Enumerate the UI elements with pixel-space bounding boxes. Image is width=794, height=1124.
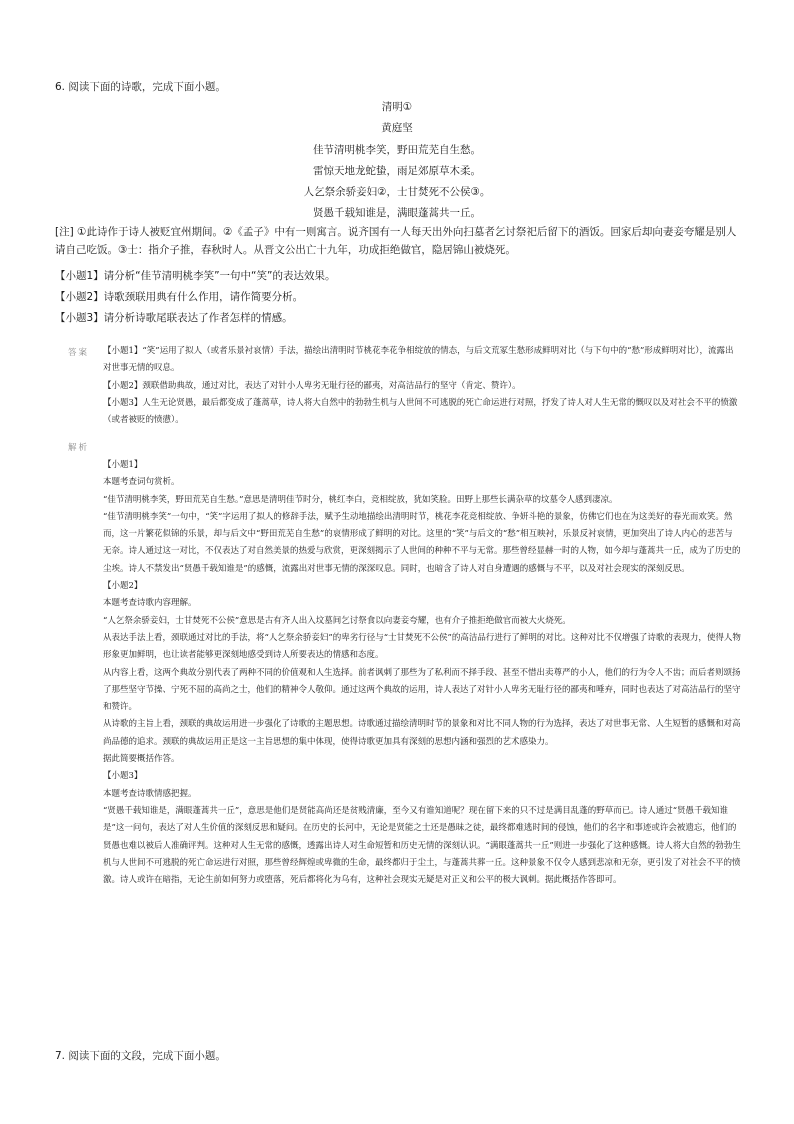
sub-question-2: 【小题2】诗歌颈联用典有什么作用，请作简要分析。	[55, 291, 304, 303]
question-7-title: 7. 阅读下面的文段，完成下面小题。	[55, 1050, 226, 1062]
poem-line: 贤愚千载知谁是，满眼蓬蒿共一丘。	[313, 207, 481, 219]
analysis-para: 从内容上看，这两个典故分别代表了两种不同的价值观和人生选择。前者讽刺了那些为了私利而不择手段、甚至不惜出卖尊严的小人，他们的行为令人不齿；而后者则颂扬了那些坚守节操、宁死不屈的高尚之士，他们的精神令人敬仰。通过这两个典故的运用，诗人表达了对针小人卑劣无耻行径的鄙夷和唾弃，同时也表达了对高洁品行的坚守和赞许。	[103, 667, 741, 713]
poem-line: 雷惊天地龙蛇蛰，雨足郊原草木柔。	[313, 165, 481, 177]
analysis-para: “佳节清明桃李笑，野田荒芜自生愁。”意思是清明佳节时分，桃红李白，竞相绽放，犹如笑脸。田野上那些长满杂草的坟墓令人感到凄凉。	[103, 494, 618, 505]
analysis-heading: 【小题3】	[103, 771, 143, 782]
analysis-para: 从表达手法上看，颈联通过对比的手法，将“人乞祭余骄妾妇”的卑劣行径与“士甘焚死不公侯”的高洁品行进行了鲜明的对比。这种对比不仅增强了诗歌的表现力，使得人物形象更加鲜明，也让读者能够更深刻地感受到诗人所要表达的情感和态度。	[103, 632, 741, 661]
analysis-para: 从诗歌的主旨上看，颈联的典故运用进一步强化了诗歌的主题思想。诗歌通过描绘清明时节的景象和对比不同人物的行为选择，表达了对世事无常、人生短暂的感慨和对高尚品德的追求。颈联的典故运用正是这一主旨思想的集中体现，使得诗歌更加具有深刻的思想内涵和强烈的艺术感染力。	[103, 719, 741, 747]
answer-item: 【小题2】颈联借助典故，通过对比，表达了对针小人卑劣无耻行径的鄙夷，对高洁品行的坚守（肯定、赞许）。	[103, 380, 521, 391]
answer-item: 【小题1】“笑”运用了拟人（或者乐景衬哀情）手法，描绘出清明时节桃花李花争相绽放的情态，与后文荒冢生愁形成鲜明对比（与下句中的“愁”形成鲜明对比），流露出对世事无情的叹息。	[103, 346, 734, 374]
analysis-para: 据此简要概括作答。	[103, 754, 180, 765]
poem-line: 人乞祭余骄妾妇②，士甘焚死不公侯③。	[303, 186, 491, 198]
poem-note: [注] ①此诗作于诗人被贬宜州期间。②《孟子》中有一则寓言。说齐国有一人每天出外向扫墓者乞讨祭祀后留下的酒饭。回家后却向妻妾夸耀是别人请自己吃饭。③士：指介子推，春秋时人。从晋文公出亡十九年，功成拒绝做官，隐居锦山被烧死。	[55, 226, 737, 256]
analysis-para: 本题考查诗歌内容理解。	[103, 598, 197, 609]
question-6-title: 6. 阅读下面的诗歌，完成下面小题。	[55, 81, 226, 93]
analysis-para: 本题考查词句赏析。	[103, 477, 180, 488]
analysis-para: “佳节清明桃李笑”一句中，“笑”字运用了拟人的修辞手法，赋予生动地描绘出清明时节，桃花李花竞相绽放、争妍斗艳的景象，仿佛它们也在为这美好的春光而欢笑。然而，这一片繁花似锦的乐景，却与后文中“野田荒芜自生愁”的哀情形成了鲜明的对比。这里的“笑”与后文的“愁”相互映衬，乐景反衬哀情，更加突出了诗人内心的悲苦与无奈。诗人通过这一对比，不仅表达了对自然美景的热爱与欣赏，更深刻揭示了人世间的种种不平与无常。那些曾经显赫一时的人物，如今却与蓬蒿共一丘，成为了历史的尘埃。诗人不禁发出“贤愚千载知谁是”的感慨，流露出对世事无情的深深叹息。同时，也暗含了诗人对自身遭遇的感慨与不平，以及对社会现实的深刻反思。	[103, 511, 741, 574]
analysis-para: “贤愚千载知谁是，满眼蓬蒿共一丘”，意思是他们是贤能高尚还是贫贱清廉，至今又有谁知道呢？现在留下来的只不过是满目乱蓬的野草而已。诗人通过“贤愚千载知谁是”这一问句，表达了对人生价值的深刻反思和疑问。在历史的长河中，无论是贤能之士还是愚昧之徒，最终都难逃时间的侵蚀，他们的名字和事迹或许会被遗忘，他们的贤愚也难以被后人准确评判。这种对人生无常的感慨，透露出诗人对生命短暂和历史无情的深刻认识。“满眼蓬蒿共一丘”则进一步强化了这种感慨。诗人将大自然的勃勃生机与人世间不可逃脱的死亡命运进行对照，那些曾经辉煌或卑微的生命，最终都归于尘土，与蓬蒿共葬一丘。这种景象不仅令人感到悲凉和无奈，更引发了对社会不平的愤激。诗人或许在暗指，无论生前如何努力或堕落，死后都将化为乌有，这种社会现实无疑是对正义和公平的极大讽刺。据此概括作答即可。	[103, 805, 741, 886]
sub-question-1: 【小题1】请分析“佳节清明桃李笑”一句中“笑”的表达效果。	[55, 270, 336, 282]
poem-author: 黄庭坚	[381, 122, 413, 134]
analysis-para: 本题考查诗歌情感把握。	[103, 788, 197, 799]
answer-item: 【小题3】人生无论贤愚，最后都变成了蓬蒿草，诗人将大自然中的勃勃生机与人世间不可逃脱的死亡命运进行对照，抒发了诗人对人生无常的慨叹以及对社会不平的愤激（或者被贬的愤懑）。	[103, 397, 738, 426]
analysis-heading: 【小题1】	[103, 460, 143, 470]
poem-line: 佳节清明桃李笑，野田荒芜自生愁。	[313, 144, 481, 156]
analysis-para: “人乞祭余骄妾妇，士甘焚死不公侯”意思是古有齐人出入坟墓间乞讨祭食以向妻妾夸耀，也有介子推拒绝做官而被大火烧死。	[103, 615, 571, 626]
analysis-block	[103, 457, 741, 889]
answer-label: 答案	[68, 348, 90, 358]
analysis-heading: 【小题2】	[103, 581, 143, 592]
sub-question-3: 【小题3】请分析诗歌尾联表达了作者怎样的情感。	[55, 312, 293, 324]
analysis-label: 解析	[68, 443, 90, 453]
answer-block	[103, 343, 741, 429]
poem-title: 清明①	[381, 101, 413, 113]
